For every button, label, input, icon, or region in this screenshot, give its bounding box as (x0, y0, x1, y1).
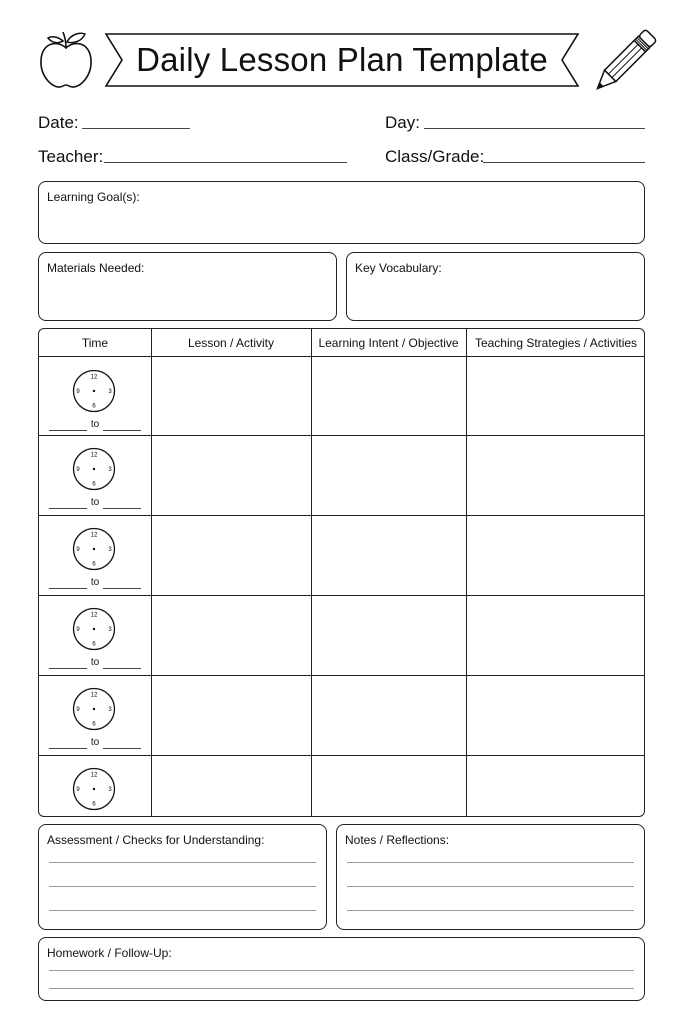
date-label: Date: (38, 113, 79, 132)
strategies-cell[interactable] (466, 675, 646, 755)
end-time-field[interactable] (103, 430, 141, 431)
writing-line (49, 970, 634, 971)
to-label: to (90, 419, 100, 430)
svg-text:6: 6 (92, 801, 96, 808)
end-time-field[interactable] (103, 588, 141, 589)
day-field[interactable] (424, 128, 645, 129)
clock-icon (72, 447, 116, 491)
lesson-cell[interactable] (151, 595, 311, 675)
homework-box[interactable] (38, 937, 645, 1001)
notes-box[interactable] (336, 824, 645, 930)
to-label: to (90, 657, 100, 668)
start-time-field[interactable] (49, 668, 87, 669)
svg-text:3: 3 (108, 627, 112, 633)
time-range[interactable] (47, 497, 143, 511)
materials-label: Materials Needed: (47, 261, 145, 275)
start-time-field[interactable] (49, 508, 87, 509)
svg-text:9: 9 (76, 389, 80, 395)
pencil-icon (592, 26, 658, 96)
column-header-time: Time (81, 336, 109, 350)
svg-text:9: 9 (76, 787, 80, 793)
to-label: to (90, 737, 100, 748)
vocabulary-box[interactable] (346, 252, 645, 321)
writing-line (347, 862, 634, 863)
svg-text:9: 9 (76, 707, 80, 713)
svg-text:12: 12 (90, 612, 98, 619)
clock-icon (72, 607, 116, 651)
lesson-cell[interactable] (151, 515, 311, 595)
notes-label: Notes / Reflections: (345, 833, 450, 847)
assessment-box[interactable] (38, 824, 327, 930)
clock-icon (72, 687, 116, 731)
objective-cell[interactable] (311, 675, 466, 755)
to-label: to (90, 497, 100, 508)
writing-line (347, 910, 634, 911)
svg-text:3: 3 (108, 787, 112, 793)
end-time-field[interactable] (103, 668, 141, 669)
date-field[interactable] (82, 128, 190, 129)
svg-text:6: 6 (92, 403, 96, 410)
svg-text:9: 9 (76, 547, 80, 553)
day-label: Day: (385, 113, 420, 132)
writing-line (347, 886, 634, 887)
svg-text:6: 6 (92, 561, 96, 568)
teacher-field[interactable] (104, 162, 347, 163)
time-cell[interactable] (39, 435, 151, 515)
svg-text:12: 12 (90, 692, 98, 699)
svg-text:9: 9 (76, 467, 80, 473)
svg-text:12: 12 (90, 452, 98, 459)
svg-text:3: 3 (108, 389, 112, 395)
objective-cell[interactable] (311, 357, 466, 435)
time-range[interactable] (47, 737, 143, 751)
objective-cell[interactable] (311, 435, 466, 515)
lesson-cell[interactable] (151, 435, 311, 515)
svg-text:6: 6 (92, 721, 96, 728)
column-header-lesson: Lesson / Activity (187, 336, 275, 350)
svg-text:3: 3 (108, 467, 112, 473)
schedule-table (38, 328, 645, 817)
writing-line (49, 910, 316, 911)
clock-icon (72, 369, 116, 413)
svg-text:12: 12 (90, 772, 98, 779)
time-range[interactable] (47, 577, 143, 591)
time-cell[interactable] (39, 357, 151, 435)
start-time-field[interactable] (49, 430, 87, 431)
objective-cell[interactable] (311, 515, 466, 595)
svg-text:6: 6 (92, 641, 96, 648)
writing-line (49, 886, 316, 887)
lesson-cell[interactable] (151, 755, 311, 816)
time-cell[interactable] (39, 515, 151, 595)
lesson-cell[interactable] (151, 357, 311, 435)
time-cell[interactable] (39, 595, 151, 675)
vocabulary-label: Key Vocabulary: (355, 261, 442, 275)
assessment-label: Assessment / Checks for Understanding: (47, 833, 265, 847)
objective-cell[interactable] (311, 755, 466, 816)
class-grade-label: Class/Grade: (385, 147, 485, 166)
strategies-cell[interactable] (466, 595, 646, 675)
clock-icon (72, 527, 116, 571)
writing-line (49, 988, 634, 989)
svg-text:6: 6 (92, 481, 96, 488)
strategies-cell[interactable] (466, 435, 646, 515)
start-time-field[interactable] (49, 748, 87, 749)
svg-text:12: 12 (90, 374, 98, 381)
end-time-field[interactable] (103, 508, 141, 509)
column-header-strategies: Teaching Strategies / Activities (474, 336, 638, 350)
strategies-cell[interactable] (466, 515, 646, 595)
time-range[interactable] (47, 419, 143, 433)
homework-label: Homework / Follow-Up: (47, 946, 172, 960)
clock-icon (72, 767, 116, 811)
svg-text:9: 9 (76, 627, 80, 633)
to-label: to (90, 577, 100, 588)
time-range[interactable] (47, 657, 143, 671)
learning-goals-box[interactable] (38, 181, 645, 244)
materials-box[interactable] (38, 252, 337, 321)
start-time-field[interactable] (49, 588, 87, 589)
time-cell[interactable] (39, 755, 151, 816)
svg-text:3: 3 (108, 707, 112, 713)
time-cell[interactable] (39, 675, 151, 755)
svg-text:12: 12 (90, 532, 98, 539)
svg-text:3: 3 (108, 547, 112, 553)
writing-line (49, 862, 316, 863)
objective-cell[interactable] (311, 595, 466, 675)
strategies-cell[interactable] (466, 755, 646, 816)
end-time-field[interactable] (103, 748, 141, 749)
learning-goals-label: Learning Goal(s): (47, 190, 140, 204)
apple-icon (38, 28, 94, 90)
lesson-cell[interactable] (151, 675, 311, 755)
class-grade-field[interactable] (483, 162, 645, 163)
column-header-objective: Learning Intent / Objective (318, 336, 459, 350)
page-title: Daily Lesson Plan Template (136, 41, 548, 78)
teacher-label: Teacher: (38, 147, 104, 166)
strategies-cell[interactable] (466, 357, 646, 435)
